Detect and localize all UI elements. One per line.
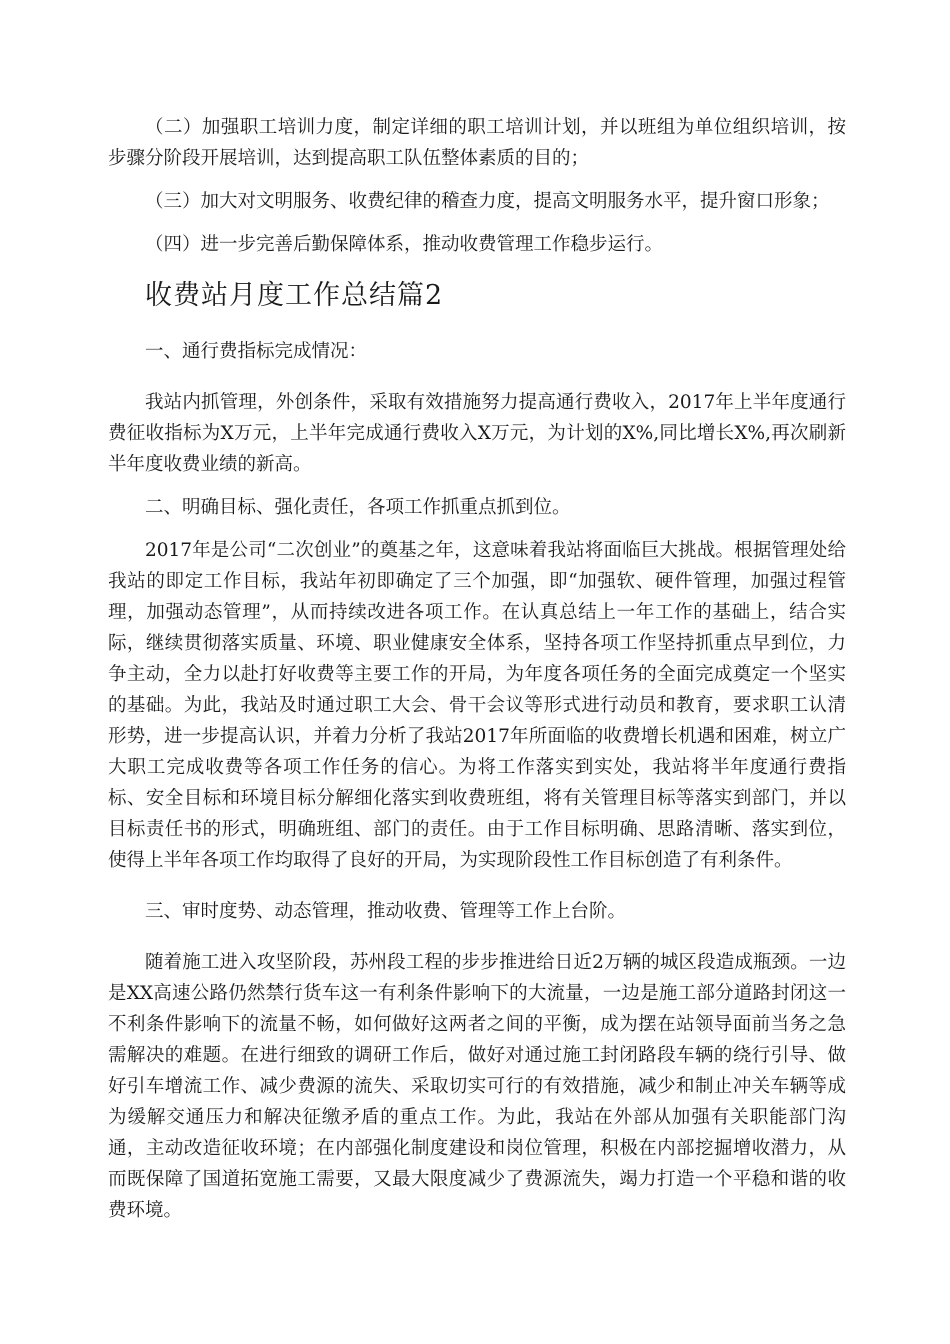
document-page (108, 112, 846, 1226)
measure-item-3: （三）加大对文明服务、收费纪律的稽查力度，提高文明服务水平，提升窗口形象； (145, 191, 830, 212)
section-3-title: 三、审时度势、动态管理，推动收费、管理等工作上台阶。 (145, 901, 627, 922)
section-1-body: 我站内抓管理，外创条件，采取有效措施努力提高通行费收入，2017年上半年度通行费征收指标为X万元，上半年完成通行费收入X万元，为计划的X%,同比增长X%,再次刷新半年度收费业绩的新高。 (108, 392, 846, 475)
section-heading: 收费站月度工作总结篇2 (145, 280, 444, 311)
measure-item-2: （二）加强职工培训力度，制定详细的职工培训计划，并以班组为单位组织培训，按步骤分阶段开展培训，达到提高职工队伍整体素质的目的； (108, 117, 846, 169)
section-2-body: 2017年是公司“二次创业”的奠基之年，这意味着我站将面临巨大挑战。根据管理处给我站的即定工作目标，我站年初即确定了三个加强，即“加强软、硬件管理，加强过程管理，加强动态管理”，从而持续改进各项工作。在认真总结上一年工作的基础上，结合实际，继续贯彻落实质量、环境、职业健康安全体系，坚持各项工作坚持抓重点早到位，力争主动，全力以赴打好收费等主要工作的开局，为年度各项任务的全面完成奠定一个坚实的基础。为此，我站及时通过职工大会、骨干会议等形式进行动员和教育，要求职工认清形势，进一步提高认识，并着力分析了我站2017年所面临的收费增长机遇和困难，树立广大职工完成收费等各项工作任务的信心。为将工作落实到实处，我站将半年度通行费指标、安全目标和环境目标分解细化落实到收费班组，将有关管理目标等落实到部门，并以目标责任书的形式，明确班组、部门的责任。由于工作目标明确、思路清晰、落实到位，使得上半年各项工作均取得了良好的开局，为实现阶段性工作目标创造了有利条件。 (108, 540, 846, 871)
section-2-title: 二、明确目标、强化责任，各项工作抓重点抓到位。 (145, 497, 571, 518)
measure-item-4: （四）进一步完善后勤保障体系，推动收费管理工作稳步运行。 (145, 234, 664, 255)
section-3-body: 随着施工进入攻坚阶段，苏州段工程的步步推进给日近2万辆的城区段造成瓶颈。一边是XX高速公路仍然禁行货车这一有利条件影响下的大流量，一边是施工部分道路封闭这一不利条件影响下的流量不畅，如何做好这两者之间的平衡，成为摆在站领导面前当务之急需解决的难题。在进行细致的调研工作后，做好对通过施工封闭路段车辆的绕行引导、做好引车增流工作、减少费源的流失、采取切实可行的有效措施，减少和制止冲关车辆等成为缓解交通压力和解决征缴矛盾的重点工作。为此，我站在外部从加强有关职能部门沟通，主动改造征收环境；在内部强化制度建设和岗位管理，积极在内部挖掘增收潜力，从而既保障了国道拓宽施工需要，又最大限度减少了费源流失，竭力打造一个平稳和谐的收费环境。 (108, 952, 846, 1221)
section-1-title: 一、通行费指标完成情况： (145, 341, 368, 362)
